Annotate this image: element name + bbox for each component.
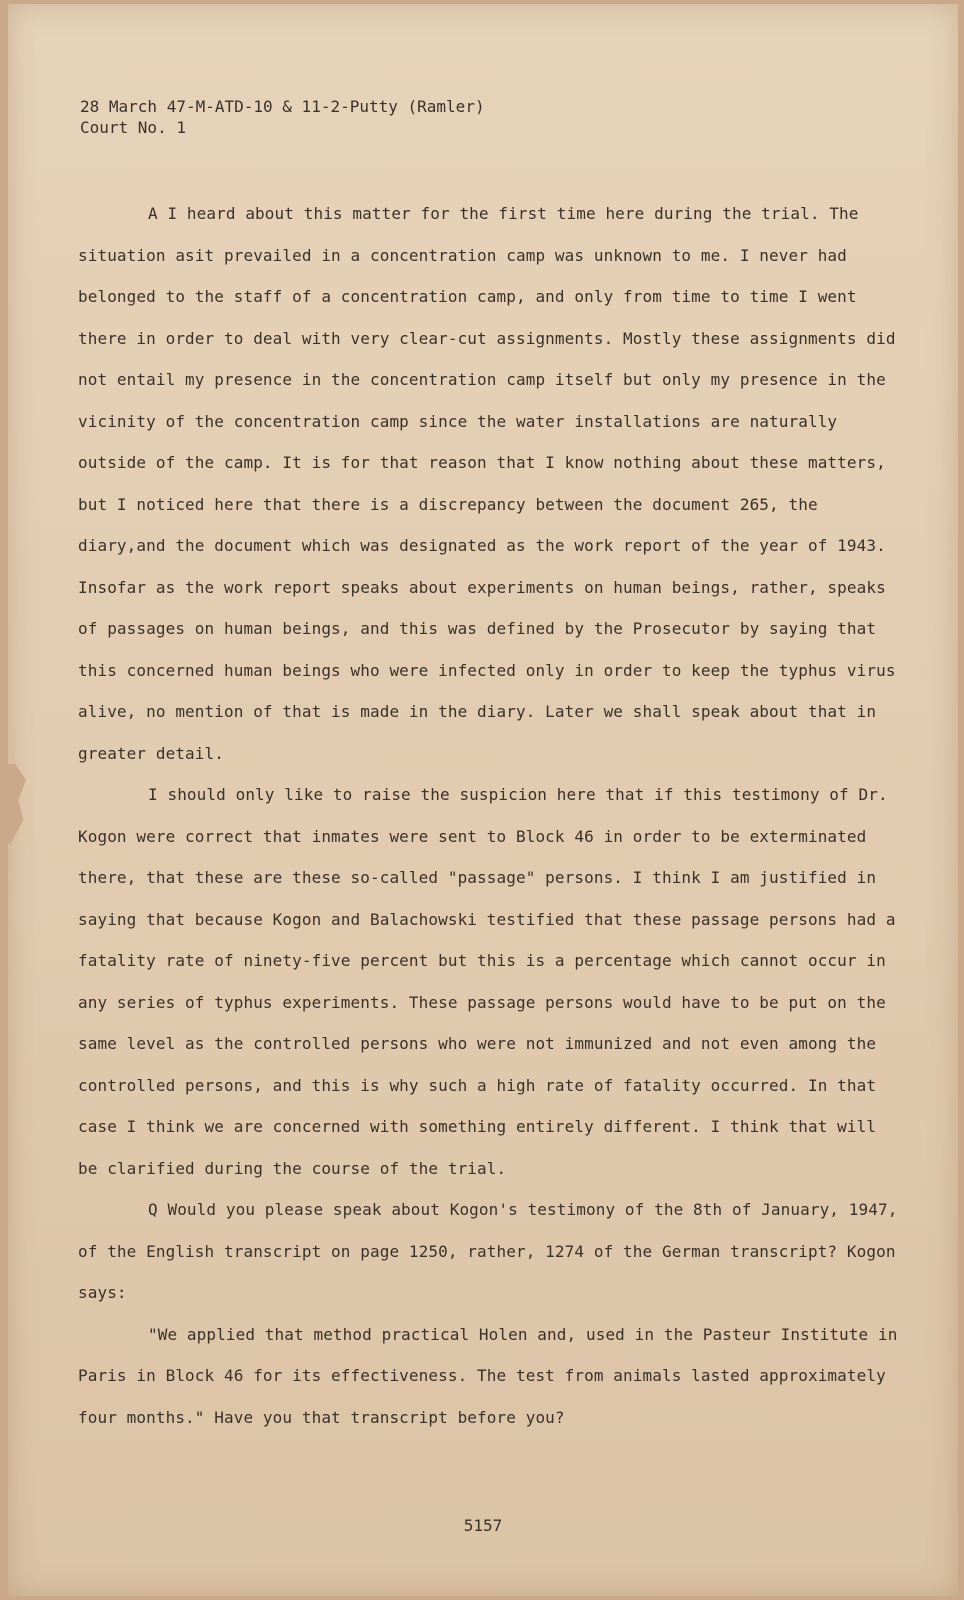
document-page: [8, 4, 958, 1596]
document-header: [80, 96, 485, 138]
answer-paragraph: A I heard about this matter for the first time here during the trial. The situation asit prevailed in a concentration camp was unknown to me. I never had belonged to the staff of a concentration camp, and only from time to time I went there in order to deal with very clear-cut assignments. Mostly these assignments did not entail my presence in the concentration camp itself but only my presence in the vicinity of the concentration camp since the water installations are naturally outside of the camp. It is for that reason that I know nothing about these matters, but I noticed here that there is a discrepancy between the document 265, the diary,and the document which was designated as the work report of the year of 1943. Insofar as the work report speaks about experiments on human beings, rather, speaks of passages on human beings, and this was defined by the Prosecutor by saying that this concerned human beings who were infected only in order to keep the typhus virus alive, no mention of that is made in the diary. Later we shall speak about that in greater detail.: [78, 204, 896, 763]
torn-edge: [0, 764, 26, 844]
header-line-2: Court No. 1: [80, 118, 186, 137]
question-paragraph: Q Would you please speak about Kogon's testimony of the 8th of January, 1947, of the English transcript on page 1250, rather, 1274 of the German transcript? Kogon says:: [78, 1200, 898, 1302]
quoted-testimony: "We applied that method practical Holen and, used in the Pasteur Institute in Paris in Block 46 for its effectiveness. The test from animals lasted approximately four months." Have you that transcript before you?: [78, 1324, 898, 1427]
document-body: [78, 193, 898, 1438]
suspicion-paragraph: I should only like to raise the suspicion here that if this testimony of Dr. Kogon were correct that inmates were sent to Block 46 in order to be exterminated there, that these are these so-called "passage" persons. I think I am justified in saying that because Kogon and Balachowski testified that these passage persons had a fatality rate of ninety-five percent but this is a percentage which cannot occur in any series of typhus experiments. These passage persons would have to be put on the same level as the controlled persons who were not immunized and not even among the controlled persons, and this is why such a high rate of fatality occurred. In that case I think we are concerned with something entirely different. I think that will be clarified during the course of the trial.: [78, 785, 896, 1178]
header-line-1: 28 March 47-M-ATD-10 & 11-2-Putty (Ramler): [80, 97, 485, 116]
page-number: 5157: [463, 1516, 503, 1535]
